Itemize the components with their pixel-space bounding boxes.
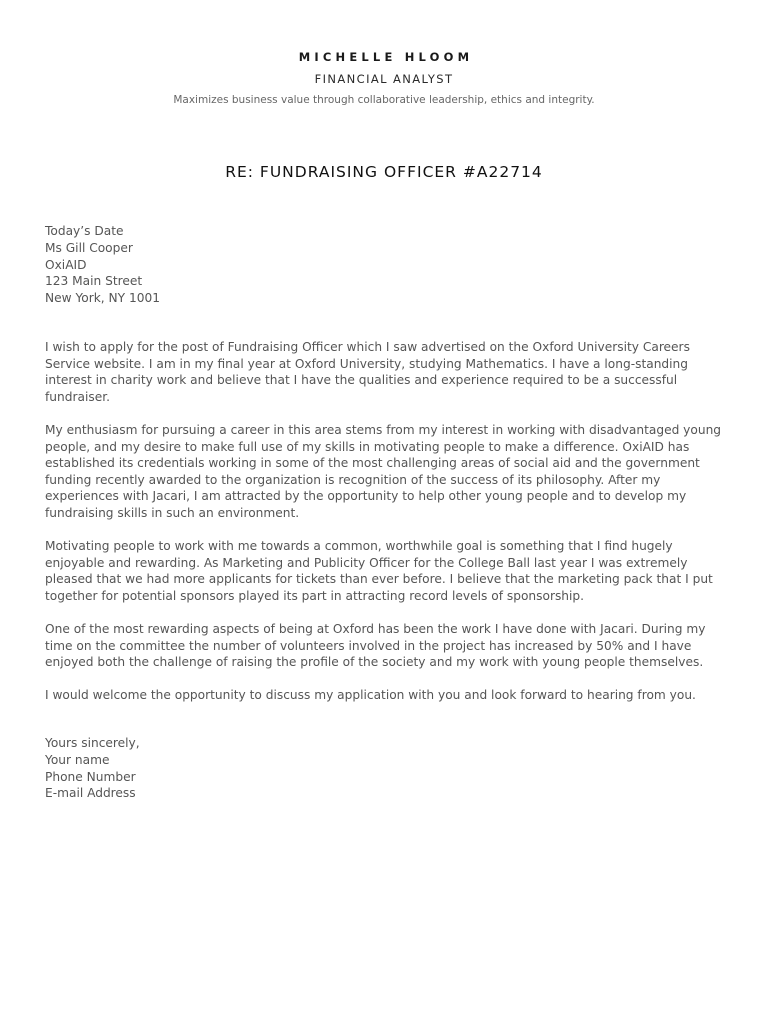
body-paragraph-1: I wish to apply for the post of Fundraising Officer which I saw advertised on the Oxford University Careers Service website. I am in my final year at Oxford University, studying Mathematics. I have a long-standing interest in charity work and believe that I have the qualities and experience required to be a successful fundraiser. (45, 340, 690, 404)
body-paragraph-5: I would welcome the opportunity to discuss my application with you and look forward to hearing from you. (45, 688, 696, 703)
letter-header (0, 49, 768, 107)
closing-phone: Phone Number (45, 769, 136, 784)
closing-name: Your name (45, 752, 110, 767)
sender-name: MICHELLE HLOOM (298, 50, 474, 64)
closing-email: E-mail Address (45, 786, 136, 801)
body-paragraph-2: My enthusiasm for pursuing a career in this area stems from my interest in working with disadvantaged young people, and my desire to make full use of my skills in motivating people to make a difference. OxiAID has established its credentials working in some of the most challenging areas of social aid and the government funding recently awarded to the organization is recognition of the success of its philosophy. After my experiences with Jacari, I am attracted by the opportunity to help other young people and to develop my fundraising skills in such an environment. (45, 422, 722, 520)
subject-line: RE: FUNDRAISING OFFICER #A22714 (225, 163, 543, 181)
body-paragraph-4: One of the most rewarding aspects of being at Oxford has been the work I have done with Jacari. During my time on the committee the number of volunteers involved in the project has increased by 50% and I have enjoyed both the challenge of raising the profile of the society and my work with young people themselves. (45, 622, 706, 670)
closing-salutation: Yours sincerely, (45, 736, 140, 750)
sender-tagline: Maximizes business value through collaborative leadership, ethics and integrity. (173, 94, 595, 106)
body-paragraph-3: Motivating people to work with me towards a common, worthwhile goal is something that I find hugely enjoyable and rewarding. As Marketing and Publicity Officer for the College Ball last year I was extremely pleased that we had more applicants for tickets than ever before. I believe that the marketing pack that I put together for potential sponsors played its part in attracting record levels of sponsorship. (45, 539, 713, 603)
letter-date: Today’s Date (45, 224, 124, 238)
recipient-street: 123 Main Street (45, 274, 143, 289)
recipient-address (45, 223, 160, 307)
letter-body (45, 339, 725, 721)
recipient-organization: OxiAID (45, 257, 87, 272)
recipient-name: Ms Gill Cooper (45, 240, 133, 255)
letter-closing (45, 735, 140, 802)
sender-role: FINANCIAL ANALYST (314, 72, 454, 86)
recipient-city: New York, NY 1001 (45, 291, 161, 306)
